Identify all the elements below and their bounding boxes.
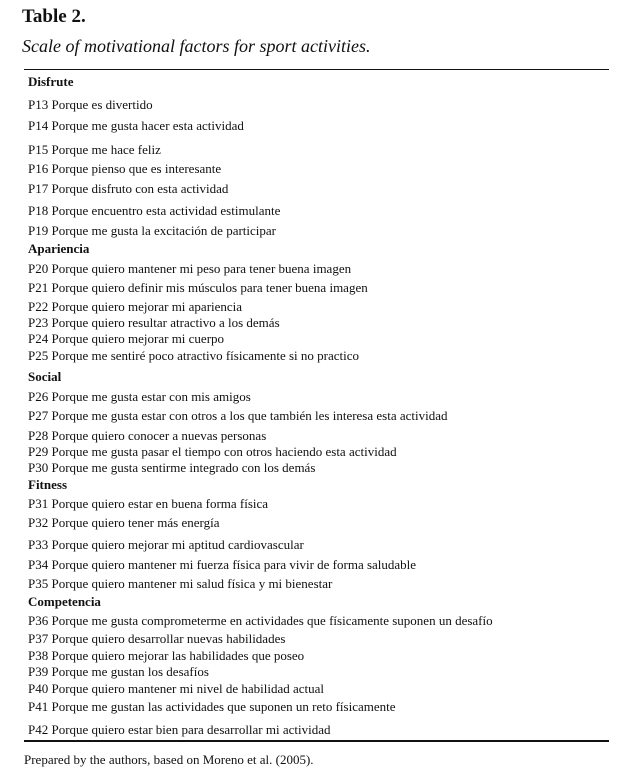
item-p33: P33 Porque quiero mejorar mi aptitud cardiovascular bbox=[28, 537, 304, 552]
section-heading-apariencia: Apariencia bbox=[28, 241, 90, 256]
item-p35: P35 Porque quiero mantener mi salud física y mi bienestar bbox=[28, 576, 333, 591]
item-p29: P29 Porque me gusta pasar el tiempo con otros haciendo esta actividad bbox=[28, 444, 397, 459]
item-p31: P31 Porque quiero estar en buena forma física bbox=[28, 496, 269, 511]
item-p32: P32 Porque quiero tener más energía bbox=[28, 515, 220, 530]
item-p19: P19 Porque me gusta la excitación de participar bbox=[28, 223, 277, 238]
section-heading-disfrute: Disfrute bbox=[28, 74, 74, 89]
item-p40: P40 Porque quiero mantener mi nivel de habilidad actual bbox=[28, 681, 325, 696]
item-p16: P16 Porque pienso que es interesante bbox=[28, 161, 222, 176]
item-p27: P27 Porque me gusta estar con otros a los que también les interesa esta actividad bbox=[28, 408, 448, 423]
item-p39: P39 Porque me gustan los desafíos bbox=[28, 664, 209, 679]
item-p41: P41 Porque me gustan las actividades que suponen un reto físicamente bbox=[28, 699, 396, 714]
item-p22: P22 Porque quiero mejorar mi apariencia bbox=[28, 299, 243, 314]
item-p17: P17 Porque disfruto con esta actividad bbox=[28, 181, 229, 196]
section-heading-social: Social bbox=[28, 369, 62, 384]
item-p24: P24 Porque quiero mejorar mi cuerpo bbox=[28, 331, 225, 346]
table-footnote: Prepared by the authors, based on Moreno et al. (2005). bbox=[24, 752, 314, 767]
item-p26: P26 Porque me gusta estar con mis amigos bbox=[28, 389, 251, 404]
bottom-rule bbox=[24, 740, 609, 742]
item-p37: P37 Porque quiero desarrollar nuevas habilidades bbox=[28, 631, 286, 646]
item-p25: P25 Porque me sentiré poco atractivo físicamente si no practico bbox=[28, 348, 360, 363]
item-p30: P30 Porque me gusta sentirme integrado con los demás bbox=[28, 460, 316, 475]
item-p42: P42 Porque quiero estar bien para desarrollar mi actividad bbox=[28, 722, 331, 737]
item-p36: P36 Porque me gusta comprometerme en actividades que físicamente suponen un desafío bbox=[28, 613, 493, 628]
top-rule bbox=[24, 69, 609, 70]
item-p38: P38 Porque quiero mejorar las habilidades que poseo bbox=[28, 648, 305, 663]
item-p20: P20 Porque quiero mantener mi peso para tener buena imagen bbox=[28, 261, 352, 276]
item-p18: P18 Porque encuentro esta actividad estimulante bbox=[28, 203, 281, 218]
table-caption: Scale of motivational factors for sport activities. bbox=[22, 36, 371, 56]
item-p34: P34 Porque quiero mantener mi fuerza física para vivir de forma saludable bbox=[28, 557, 417, 572]
item-p28: P28 Porque quiero conocer a nuevas personas bbox=[28, 428, 267, 443]
item-p23: P23 Porque quiero resultar atractivo a los demás bbox=[28, 315, 280, 330]
item-p14: P14 Porque me gusta hacer esta actividad bbox=[28, 118, 244, 133]
table-label: Table 2. bbox=[22, 6, 86, 27]
item-p21: P21 Porque quiero definir mis músculos para tener buena imagen bbox=[28, 280, 368, 295]
item-p15: P15 Porque me hace feliz bbox=[28, 142, 161, 157]
section-heading-competencia: Competencia bbox=[28, 594, 101, 609]
section-heading-fitness: Fitness bbox=[28, 477, 67, 492]
item-p13: P13 Porque es divertido bbox=[28, 97, 153, 112]
